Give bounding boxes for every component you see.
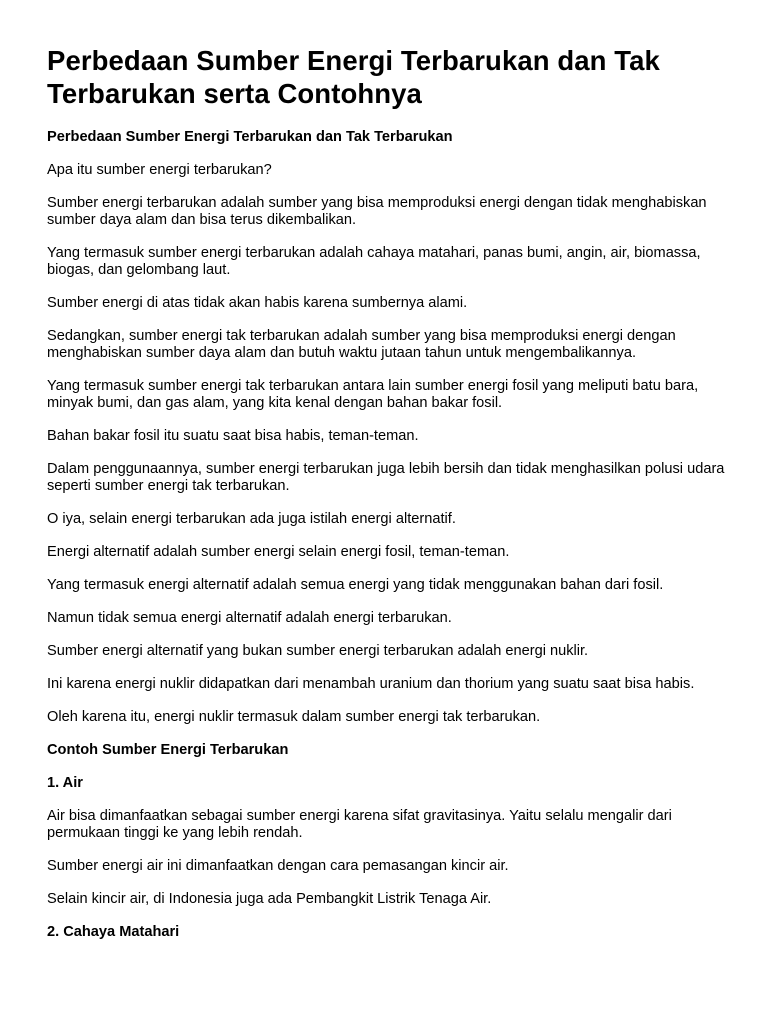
paragraph: Yang termasuk sumber energi tak terbarukan antara lain sumber energi fosil yang meliputi batu bara, minyak bumi, dan gas alam, yang kita kenal dengan bahan bakar fosil.	[47, 378, 699, 411]
paragraph: Oleh karena itu, energi nuklir termasuk dalam sumber energi tak terbarukan.	[47, 709, 541, 725]
paragraph: O iya, selain energi terbarukan ada juga istilah energi alternatif.	[47, 511, 456, 527]
paragraph: Sumber energi air ini dimanfaatkan dengan cara pemasangan kincir air.	[47, 858, 509, 874]
document-body	[47, 129, 728, 941]
section-heading: Contoh Sumber Energi Terbarukan	[47, 742, 289, 758]
section-heading: 1. Air	[47, 775, 83, 791]
paragraph: Energi alternatif adalah sumber energi selain energi fosil, teman-teman.	[47, 544, 510, 560]
paragraph: Sumber energi alternatif yang bukan sumber energi terbarukan adalah energi nuklir.	[47, 643, 589, 659]
paragraph: Sedangkan, sumber energi tak terbarukan adalah sumber yang bisa memproduksi energi dengan menghabiskan sumber daya alam dan butuh waktu jutaan tahun untuk mengembalikannya.	[47, 328, 676, 361]
paragraph: Dalam penggunaannya, sumber energi terbarukan juga lebih bersih dan tidak menghasilkan polusi udara seperti sumber energi tak terbarukan.	[47, 461, 725, 494]
paragraph: Air bisa dimanfaatkan sebagai sumber energi karena sifat gravitasinya. Yaitu selalu mengalir dari permukaan tinggi ke yang lebih rendah.	[47, 808, 672, 841]
paragraph: Sumber energi di atas tidak akan habis karena sumbernya alami.	[47, 295, 468, 311]
section-heading: 2. Cahaya Matahari	[47, 924, 180, 940]
paragraph: Ini karena energi nuklir didapatkan dari menambah uranium dan thorium yang suatu saat bisa habis.	[47, 676, 695, 692]
paragraph: Apa itu sumber energi terbarukan?	[47, 162, 272, 178]
paragraph: Namun tidak semua energi alternatif adalah energi terbarukan.	[47, 610, 452, 626]
section-heading: Perbedaan Sumber Energi Terbarukan dan Tak Terbarukan	[47, 129, 453, 145]
paragraph: Yang termasuk sumber energi terbarukan adalah cahaya matahari, panas bumi, angin, air, biomassa, biogas, dan gelombang laut.	[47, 245, 701, 278]
document-title: Perbedaan Sumber Energi Terbarukan dan Tak Terbarukan serta Contohnya	[47, 45, 660, 109]
paragraph: Sumber energi terbarukan adalah sumber yang bisa memproduksi energi dengan tidak menghabiskan sumber daya alam dan bisa terus dikembalikan.	[47, 195, 707, 228]
paragraph: Yang termasuk energi alternatif adalah semua energi yang tidak menggunakan bahan dari fosil.	[47, 577, 664, 593]
paragraph: Bahan bakar fosil itu suatu saat bisa habis, teman-teman.	[47, 428, 419, 444]
paragraph: Selain kincir air, di Indonesia juga ada Pembangkit Listrik Tenaga Air.	[47, 891, 492, 907]
